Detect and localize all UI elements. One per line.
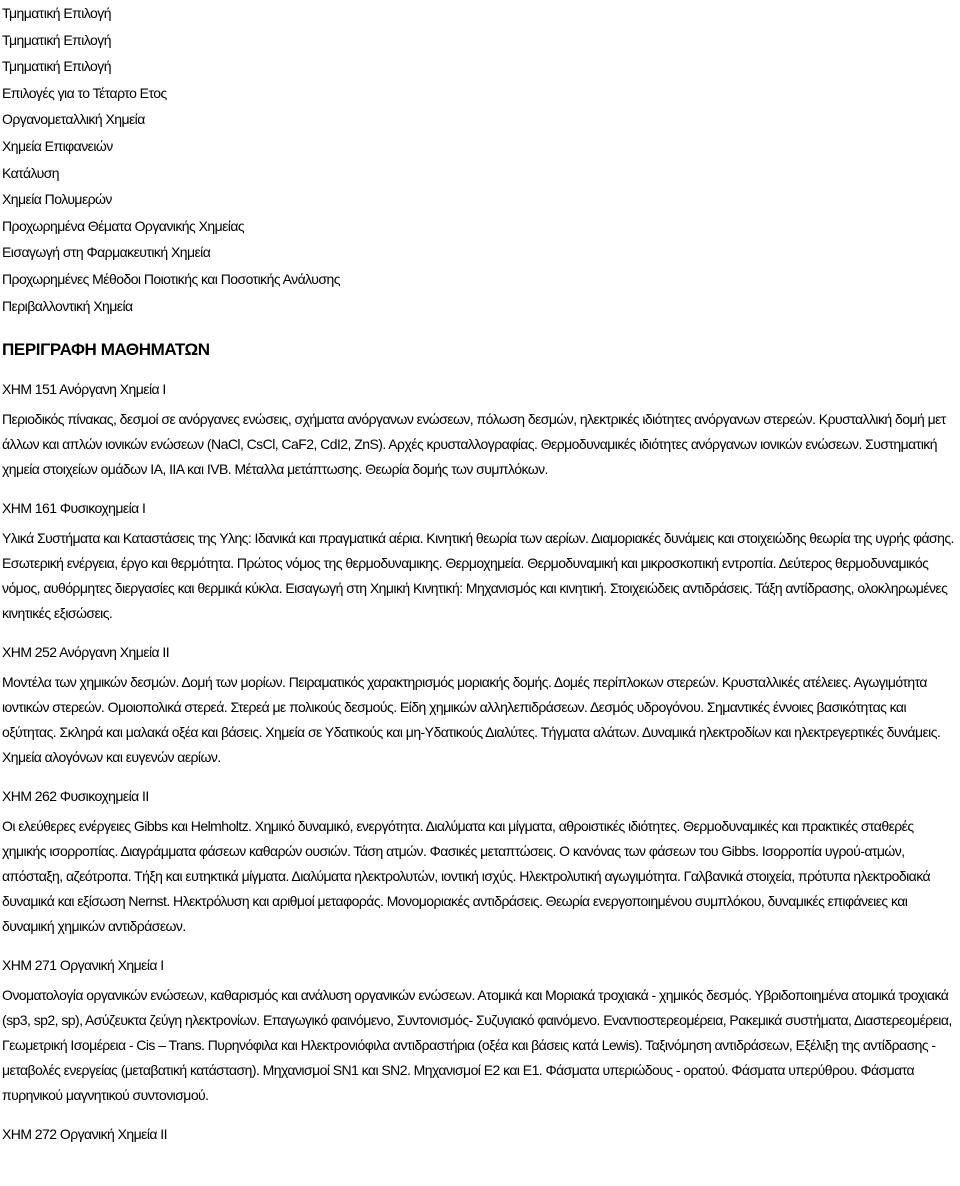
course-title: ΧΗΜ 252 Ανόργανη Χημεία ΙΙ [2, 644, 170, 661]
elective-options-list [2, 0, 960, 319]
list-item: Επιλογές για το Τέταρτο Ετος [2, 84, 167, 101]
list-item: Χημεία Επιφανειών [2, 137, 113, 154]
course-description: Οι ελεύθερες ενέργειες Gibbs και Helmholtz. Χημικό δυναμικό, ενεργότητα. Διαλύματα και μίγματα, αθροιστικές ιδιότητες. Θερμοδυναμικές και πρακτικές σταθερές χημικής ισορροπίας. Διαγράμματα φάσεων καθαρών ουσιών. Τάση ατμών. Φασικές μεταπτώσεις. Ο κανόνας των φάσεων του Gibbs. Ισορροπία υγρού-ατμών, απόσταξη, αζεότροπα. Τήξη και ευτηκτικά μίγματα. Διαλύματα ηλεκτρολυτών, ιοντική ισχύς. Ηλεκτρολυτική αγωγιμότητα. Γαλβανικά στοιχεία, πρότυπα ηλεκτροδιακά δυναμικά και εξίσωση Nernst. Ηλεκτρόλυση και αριθμοί μεταφοράς. Μονομοριακές αντιδράσεις. Θεωρία ενεργοποιημένου συμπλόκου, δυναμικές επιφάνειες και δυναμική χημικών αντιδράσεων. [2, 818, 931, 935]
list-item: Τμηματική Επιλογή [2, 58, 111, 75]
course-description: Περιοδικός πίνακας, δεσμοί σε ανόργανες ενώσεις, σχήματα ανόργανων ενώσεων, πόλωση δεσμών, ηλεκτρικές ιδιότητες ανόργανων στερεών. Κρυσταλλική δομή μετ άλλων και απλών ιονικών ενώσεων (NaCl, CsCl, CaF2, CdI2, ZnS). Αρχές κρυσταλλογραφίας. Θερμοδυναμικές ιδιότητες ανόργανων ιονικών ενώσεων. Συστηματική χημεία στοιχείων ομάδων ΙΑ, ΙΙΑ και ΙVΒ. Μέταλλα μετάπτωσης. Θεωρία δομής των συμπλόκων. [2, 411, 946, 478]
course-title: ΧΗΜ 262 Φυσικοχημεία ΙΙ [2, 788, 149, 805]
course-description: Υλικά Συστήματα και Καταστάσεις της Υλης: Ιδανικά και πραγματικά αέρια. Κινητική θεωρία των αερίων. Διαμοριακές δυνάμεις και στοιχειώδης θεωρία της υγρής φάσης. Εσωτερική ενέργεια, έργο και θερμότητα. Πρώτος νόμος της θερμοδυναμικης. Θερμοχημεία. Θερμοδυναμική και μικροσκοπική εντροπία. Δεύτερος θερμοδυναμικός νόμος, αυθόρμητες διεργασίες και θερμικά κύκλα. Εισαγωγή στη Χημική Κινητική: Μηχανισμός και κινητική. Στοιχειώδεις αντιδράσεις. Τάξη αντίδρασης, ολοκληρωμένες κινητικές εξισώσεις. [2, 530, 954, 622]
course-title: ΧΗΜ 271 Οργανική Χημεία Ι [2, 957, 164, 974]
course-block [2, 953, 960, 1108]
course-block [2, 640, 960, 770]
course-description: Ονοματολογία οργανικών ενώσεων, καθαρισμός και ανάλυση οργανικών ενώσεων. Ατομικά και Μοριακά τροχιακά - χημικός δεσμός. Υβριδοποιημένα ατομικά τροχιακά (sp3, sp2, sp), Ασύζευκτα ζεύγη ηλεκτρονίων. Επαγωγικό φαινόμενο, Συντονισμός- Συζυγιακό φαινόμενο. Εναντιοστερεομέρεια, Ρακεμικά συστήματα, Διαστερεομέρεια, Γεωμετρική Ισομέρεια - Cis – Trans. Πυρηνόφιλα και Ηλεκτρονιόφιλα αντιδραστήρια (οξέα και βάσεις κατά Lewis). Ταξινόμηση αντιδράσεων, Εξέλιξη της αντίδρασης - μεταβολές ενεργείας (μεταβατική κατάσταση). Μηχανισμοί SN1 και SN2. Μηχανισμοί Ε2 και Ε1. Φάσματα υπεριώδους - ορατού. Φάσματα υπερύθρου. Φάσματα πυρηνικού μαγνητικού συντονισμού. [2, 987, 952, 1104]
section-heading: ΠΕΡΙΓΡΑΦΗ ΜΑΘΗΜΑΤΩΝ [2, 340, 210, 360]
list-item: Προχωρημένα Θέματα Οργανικής Χημείας [2, 217, 245, 234]
course-block [2, 496, 960, 626]
course-description: Μοντέλα των χημικών δεσμών. Δομή των μορίων. Πειραματικός χαρακτηρισμός μοριακής δομής. Δομές περίπλοκων στερεών. Κρυσταλλικές ατέλειες. Αγωγιμότητα ιοντικών στερεών. Ομοιοπολικά στερεά. Στερεά με πολικούς δεσμούς. Είδη χημικών αλληλεπιδράσεων. Δεσμός υδρογόνου. Σημαντικές έννοιες βασικότητας και οξύτητας. Σκληρά και μαλακά οξέα και βάσεις. Χημεία σε Υδατικούς και μη-Υδατικούς Διαλύτες. Τήγματα αλάτων. Δυναμικά ηλεκτροδίων και ηλεκτρεγερτικές δυνάμεις. Χημεία αλογόνων και ευγενών αερίων. [2, 674, 941, 766]
list-item: Εισαγωγή στη Φαρμακευτική Χημεία [2, 244, 211, 261]
course-block [2, 784, 960, 939]
course-block [2, 377, 960, 482]
course-block [2, 1122, 960, 1147]
list-item: Χημεία Πολυμερών [2, 191, 112, 208]
course-title: ΧΗΜ 272 Οργανική Χημεία ΙΙ [2, 1126, 167, 1143]
list-item: Περιβαλλοντική Χημεία [2, 297, 133, 314]
course-title: ΧΗΜ 161 Φυσικοχημεία Ι [2, 500, 146, 517]
list-item: Κατάλυση [2, 164, 60, 181]
course-title: ΧΗΜ 151 Ανόργανη Χημεία Ι [2, 381, 166, 398]
list-item: Τμηματική Επιλογή [2, 31, 111, 48]
list-item: Οργανομεταλλική Χημεία [2, 111, 145, 128]
list-item: Τμηματική Επιλογή [2, 5, 111, 21]
list-item: Προχωρημένες Μέθοδοι Ποιοτικής και Ποσοτικής Ανάλυσης [2, 270, 340, 287]
